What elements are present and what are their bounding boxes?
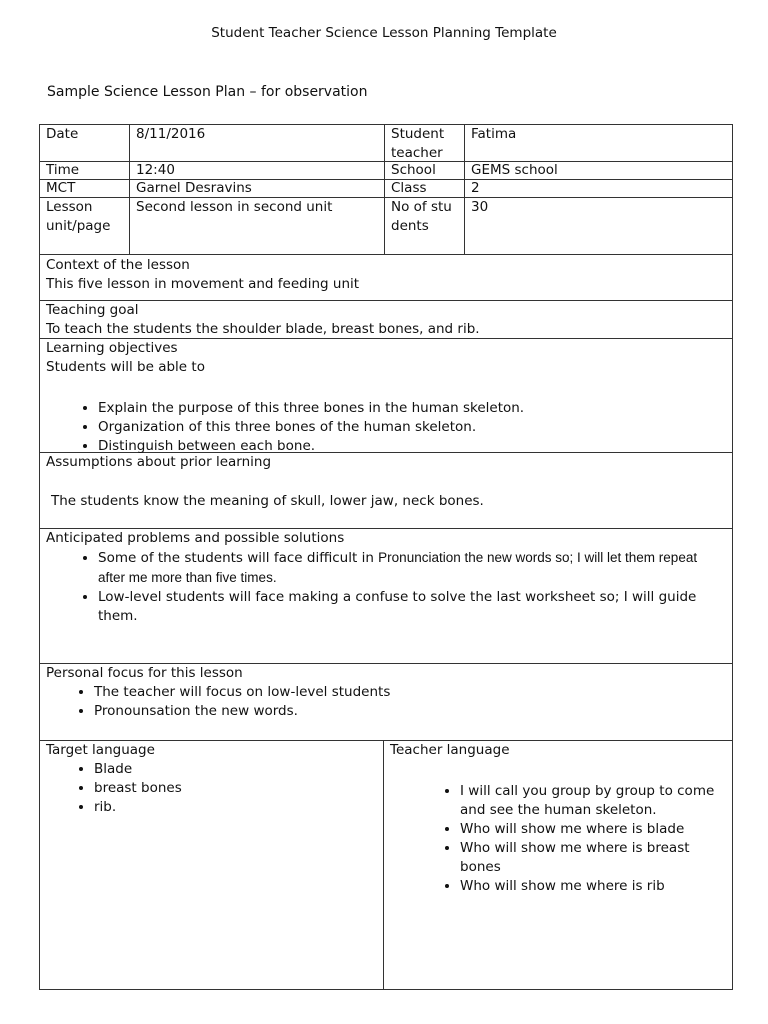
class-value: 2 <box>465 180 733 198</box>
context-heading: Context of the lesson <box>46 257 190 273</box>
list-item: • Distinguish between each bone. <box>98 437 726 456</box>
target-language-list <box>46 760 377 817</box>
mct-label: MCT <box>40 180 130 198</box>
teaching-goal-heading: Teaching goal <box>46 302 139 318</box>
assumptions-text: The students know the meaning of skull, lower jaw, neck bones. <box>51 493 484 509</box>
problem-text: Some of the students will face difficult in <box>98 550 379 566</box>
learning-objectives-section <box>40 339 733 453</box>
list-item: • Explain the purpose of this three bones in the human skeleton. <box>98 399 726 418</box>
personal-focus-list <box>46 683 726 721</box>
list-item: • rib. <box>94 798 377 817</box>
anticipated-problems-section <box>40 529 733 664</box>
school-value: GEMS school <box>465 162 733 180</box>
teacher-language-list <box>390 782 726 896</box>
lesson-unit-value: Second lesson in second unit <box>130 198 385 255</box>
list-item: • Pronounsation the new words. <box>94 702 726 721</box>
teacher-language-heading: Teacher language <box>390 742 510 758</box>
anticipated-problems-list <box>46 548 726 626</box>
list-item: • Who will show me where is blade <box>460 820 718 839</box>
student-teacher-value: Fatima <box>465 125 733 162</box>
lesson-unit-label: Lesson unit/page <box>40 198 130 255</box>
list-item: • breast bones <box>94 779 377 798</box>
students-count-label: No of students <box>385 198 465 255</box>
list-item: • Who will show me where is rib <box>460 877 718 896</box>
assumptions-section <box>40 453 733 529</box>
context-section <box>40 255 733 301</box>
date-label: Date <box>40 125 130 162</box>
list-item: • Organization of this three bones of the human skeleton. <box>98 418 726 437</box>
class-label: Class <box>385 180 465 198</box>
personal-focus-section <box>40 664 733 741</box>
anticipated-problems-heading: Anticipated problems and possible solutions <box>46 530 345 546</box>
assumptions-heading: Assumptions about prior learning <box>46 454 272 470</box>
list-item <box>98 548 706 588</box>
time-label: Time <box>40 162 130 180</box>
personal-focus-heading: Personal focus for this lesson <box>46 665 243 681</box>
students-count-value: 30 <box>465 198 733 255</box>
list-item: • Low-level students will face making a confuse to solve the last worksheet so; I will guide them. <box>98 588 706 626</box>
school-label: School <box>385 162 465 180</box>
document-subtitle: Sample Science Lesson Plan – for observation <box>47 84 368 100</box>
teacher-language-section <box>384 741 733 990</box>
context-text: This five lesson in movement and feeding unit <box>46 276 360 292</box>
learning-objectives-intro: Students will be able to <box>46 359 205 375</box>
student-teacher-label: Student teacher <box>385 125 465 162</box>
time-value: 12:40 <box>130 162 385 180</box>
learning-objectives-heading: Learning objectives <box>46 340 178 356</box>
date-value: 8/11/2016 <box>130 125 385 162</box>
mct-value: Garnel Desravins <box>130 180 385 198</box>
problem-text-continued: Pronunciation the new words so; I will let them repeat after me more than five times. <box>98 550 698 585</box>
list-item: • Who will show me where is breast bones <box>460 839 718 877</box>
lesson-plan-table <box>39 124 733 990</box>
teaching-goal-section <box>40 301 733 339</box>
target-language-section <box>40 741 384 990</box>
teaching-goal-text: To teach the students the shoulder blade, breast bones, and rib. <box>46 321 480 337</box>
learning-objectives-list <box>46 399 726 456</box>
list-item: • Blade <box>94 760 377 779</box>
document-title: Student Teacher Science Lesson Planning Template <box>211 25 557 41</box>
list-item: • I will call you group by group to come and see the human skeleton. <box>460 782 718 820</box>
list-item: • The teacher will focus on low-level students <box>94 683 726 702</box>
target-language-heading: Target language <box>46 742 155 758</box>
